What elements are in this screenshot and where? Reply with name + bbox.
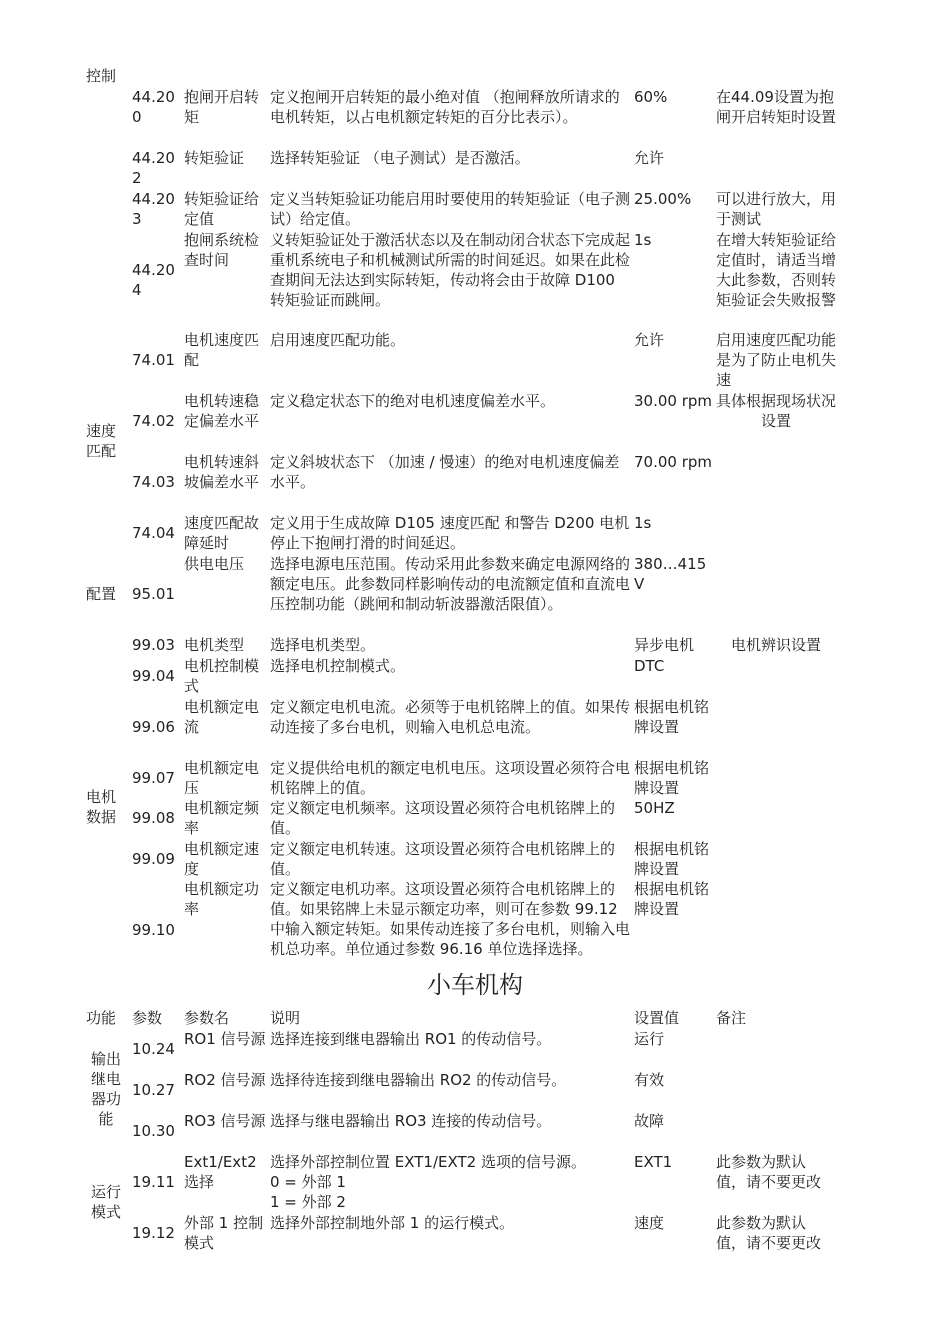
- param-description: 选择电源电压范围。传动采用此参数来确定电源网络的额定电压。此参数同样影响传动的电流额定值和直流电压控制功能（跳闸和制动斩波器激活限值）。: [270, 555, 631, 613]
- param-name: 供电电压: [184, 555, 245, 573]
- header-setting: 设置值: [634, 1009, 680, 1027]
- param-name: 抱闸系统检查时间: [184, 231, 260, 269]
- param-name: 转矩验证给定值: [184, 190, 260, 228]
- param-number: 10.24: [132, 1040, 175, 1058]
- param-description: 选择与继电器输出 RO3 连接的传动信号。: [270, 1112, 552, 1130]
- param-number: 95.01: [132, 585, 175, 603]
- param-name: 抱闸开启转矩: [184, 88, 260, 126]
- param-name: RO2 信号源: [184, 1071, 266, 1089]
- param-setting: 根据电机铭牌设置: [634, 759, 710, 797]
- param-setting: 50HZ: [634, 799, 675, 817]
- param-name: RO3 信号源: [184, 1112, 266, 1130]
- param-description: 选择连接到继电器输出 RO1 的传动信号。: [270, 1030, 552, 1048]
- param-number: 74.01: [132, 351, 175, 369]
- header-param: 参数: [132, 1009, 163, 1027]
- param-description: 定义当转矩验证功能启用时要使用的转矩验证（电子测试）给定值。: [270, 190, 631, 228]
- param-setting: 1s: [634, 514, 652, 532]
- param-number: 44.200: [132, 88, 175, 126]
- param-description: 选择外部控制位置 EXT1/EXT2 选项的信号源。 0 = 外部 1 1 = 外部 2: [270, 1153, 586, 1211]
- param-setting: 异步电机: [634, 636, 695, 654]
- group-label-config: 配置: [86, 585, 117, 603]
- param-name: 电机类型: [184, 636, 245, 654]
- param-note: 具体根据现场状况设置: [716, 392, 837, 430]
- param-description: 定义用于生成故障 D105 速度匹配 和警告 D200 电机停止下抱闸打滑的时间延迟。: [270, 514, 630, 552]
- param-name: 电机额定频率: [184, 799, 260, 837]
- param-number: 19.12: [132, 1224, 175, 1242]
- param-note: 此参数为默认值，请不要更改: [716, 1153, 822, 1191]
- section-title: 小车机构: [427, 971, 523, 999]
- param-name: 速度匹配故障延时: [184, 514, 260, 552]
- param-note: 此参数为默认值，请不要更改: [716, 1214, 822, 1252]
- param-number: 44.202: [132, 149, 175, 187]
- param-number: 99.09: [132, 850, 175, 868]
- param-setting: 允许: [634, 331, 665, 349]
- param-number: 99.03: [132, 636, 175, 654]
- group-label-control: 控制: [86, 67, 117, 85]
- param-description: 启用速度匹配功能。: [270, 331, 406, 349]
- param-name: 转矩验证: [184, 149, 245, 167]
- param-setting: 根据电机铭牌设置: [634, 698, 710, 736]
- param-name: 电机转速斜坡偏差水平: [184, 453, 260, 491]
- param-note: 在增大转矩验证给定值时，请适当增大此参数，否则转矩验证会失败报警: [716, 231, 837, 309]
- param-setting: 速度: [634, 1214, 665, 1232]
- param-name: 电机转速稳定偏差水平: [184, 392, 260, 430]
- header-note: 备注: [716, 1009, 747, 1027]
- param-number: 44.204: [132, 261, 175, 299]
- group-label-motor-data: 电机数据: [86, 788, 117, 826]
- param-setting: 380…415 V: [634, 555, 712, 593]
- param-setting: 允许: [634, 149, 665, 167]
- group-label-run-mode: 运行模式: [90, 1183, 121, 1221]
- param-note: 在44.09设置为抱闸开启转矩时设置: [716, 88, 837, 126]
- header-param-name: 参数名: [184, 1009, 230, 1027]
- param-setting: EXT1: [634, 1153, 673, 1171]
- param-name: 电机额定电流: [184, 698, 260, 736]
- param-setting: 70.00 rpm: [634, 453, 713, 471]
- param-setting: 1s: [634, 231, 652, 249]
- header-description: 说明: [270, 1009, 301, 1027]
- param-description: 定义额定电机电流。必须等于电机铭牌上的值。如果传动连接了多台电机，则输入电机总电流。: [270, 698, 631, 736]
- param-number: 44.203: [132, 190, 175, 228]
- param-name: 电机额定电压: [184, 759, 260, 797]
- param-name: RO1 信号源: [184, 1030, 266, 1048]
- param-name: 电机额定速度: [184, 840, 260, 878]
- param-name: 外部 1 控制模式: [184, 1214, 264, 1252]
- param-description: 定义抱闸开启转矩的最小绝对值 （抱闸释放所请求的电机转矩，以占电机额定转矩的百分比表示）。: [270, 88, 620, 126]
- header-function: 功能: [86, 1009, 117, 1027]
- group-label-speed-match: 速度匹配: [86, 422, 117, 460]
- param-name: 电机额定功率: [184, 880, 260, 918]
- param-setting: 故障: [634, 1112, 665, 1130]
- param-description: 选择待连接到继电器输出 RO2 的传动信号。: [270, 1071, 567, 1089]
- param-number: 74.04: [132, 524, 175, 542]
- param-description: 选择电机控制模式。: [270, 657, 406, 675]
- param-note: 电机辨识设置: [730, 636, 821, 654]
- param-description: 定义提供给电机的额定电机电压。这项设置必须符合电机铭牌上的值。: [270, 759, 631, 797]
- param-number: 74.02: [132, 412, 175, 430]
- param-name: 电机速度匹配: [184, 331, 260, 369]
- group-label-relay-output: 输出继电器功能: [90, 1050, 121, 1128]
- param-setting: 60%: [634, 88, 668, 106]
- param-name: 电机控制模式: [184, 657, 260, 695]
- param-description: 定义稳定状态下的绝对电机速度偏差水平。: [270, 392, 556, 410]
- param-note: 启用速度匹配功能是为了防止电机失速: [716, 331, 837, 389]
- param-description: 义转矩验证处于激活状态以及在制动闭合状态下完成起重机系统电子和机械测试所需的时间延迟。如果在此检查期间无法达到实际转矩，传动将会由于故障 D100 转矩验证而跳闸。: [270, 231, 631, 309]
- param-description: 定义额定电机功率。这项设置必须符合电机铭牌上的值。如果铭牌上未显示额定功率，则可在参数 99.12 中输入额定转矩。如果传动连接了多台电机，则输入电机总功率。单位通过参数 96.16 单位选择选择。: [270, 880, 631, 958]
- param-setting: 运行: [634, 1030, 665, 1048]
- param-number: 99.08: [132, 809, 175, 827]
- param-number: 99.06: [132, 718, 175, 736]
- param-setting: 根据电机铭牌设置: [634, 840, 710, 878]
- param-setting: 30.00 rpm: [634, 392, 713, 410]
- param-description: 定义额定电机转速。这项设置必须符合电机铭牌上的值。: [270, 840, 616, 878]
- param-number: 10.27: [132, 1081, 175, 1099]
- param-setting: DTC: [634, 657, 665, 675]
- param-description: 定义额定电机频率。这项设置必须符合电机铭牌上的值。: [270, 799, 616, 837]
- param-number: 74.03: [132, 473, 175, 491]
- param-number: 99.07: [132, 769, 175, 787]
- param-description: 选择转矩验证 （电子测试）是否激活。: [270, 149, 530, 167]
- param-number: 99.10: [132, 921, 175, 939]
- param-number: 99.04: [132, 667, 175, 685]
- param-setting: 根据电机铭牌设置: [634, 880, 710, 918]
- param-description: 定义斜坡状态下 （加速 / 慢速）的绝对电机速度偏差水平。: [270, 453, 620, 491]
- param-number: 19.11: [132, 1173, 175, 1191]
- param-name: Ext1/Ext2 选择: [184, 1153, 262, 1191]
- param-description: 选择电机类型。: [270, 636, 376, 654]
- param-number: 10.30: [132, 1122, 175, 1140]
- param-description: 选择外部控制地外部 1 的运行模式。: [270, 1214, 515, 1232]
- param-setting: 有效: [634, 1071, 665, 1089]
- param-setting: 25.00%: [634, 190, 692, 208]
- param-note: 可以进行放大，用于测试: [716, 190, 837, 228]
